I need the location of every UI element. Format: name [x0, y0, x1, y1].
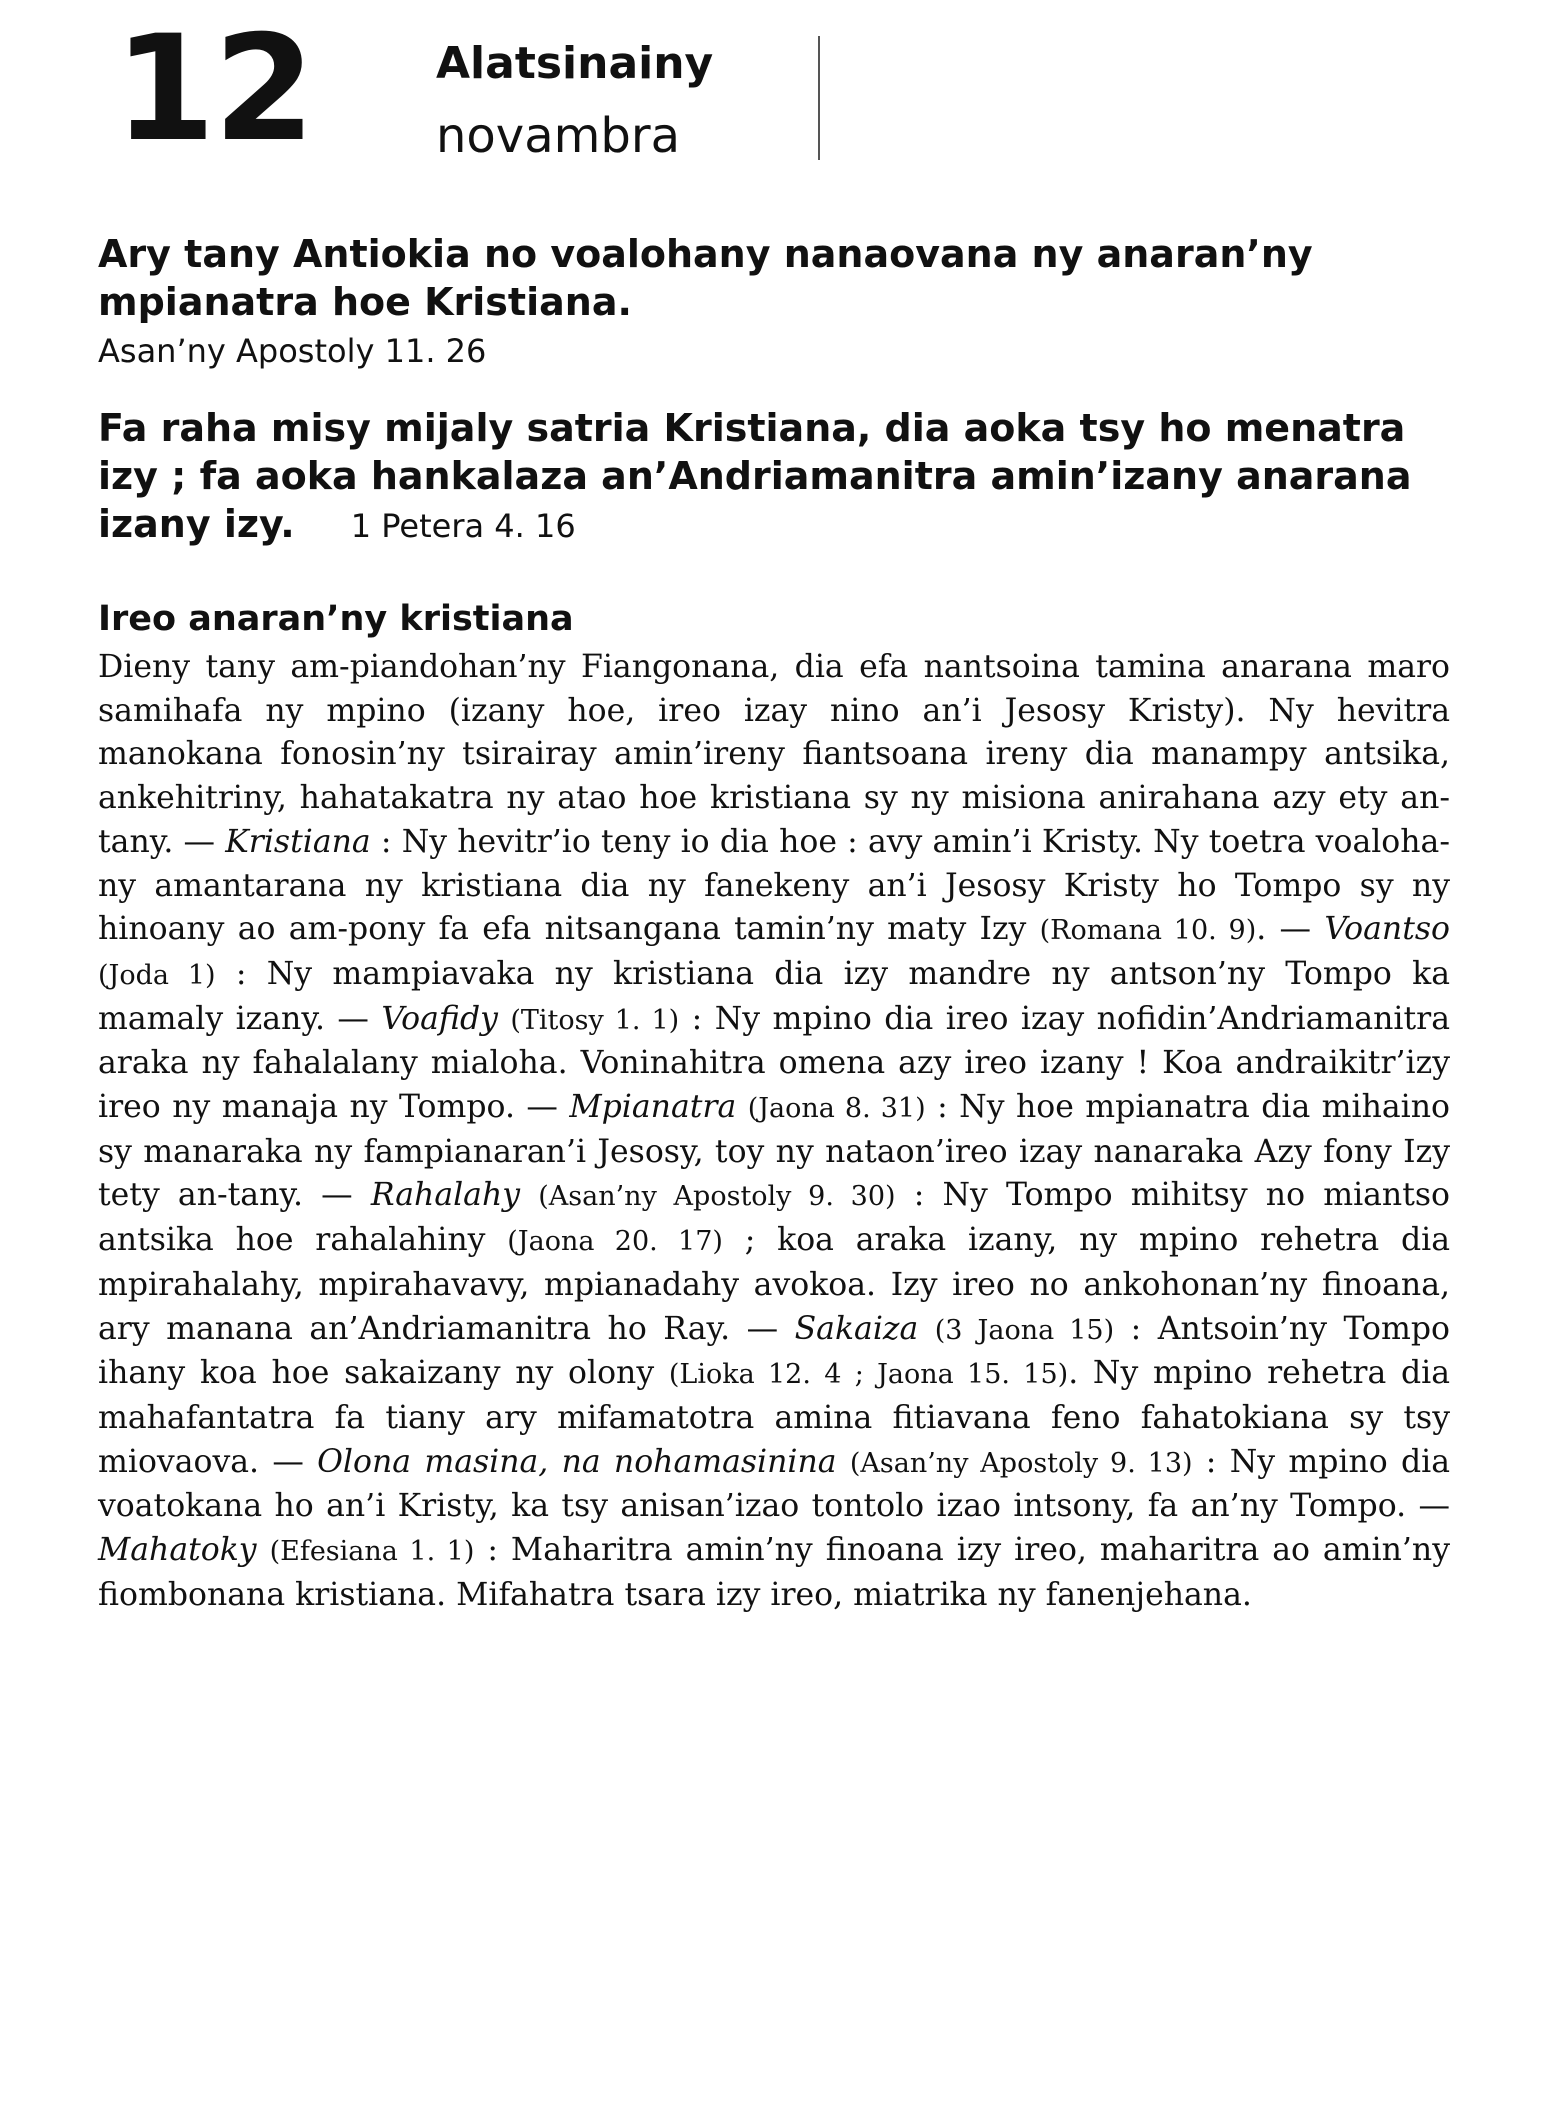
term-rahalahy: Rahalahy [370, 1177, 521, 1214]
citation: (3 Jaona 15) [934, 1314, 1115, 1346]
citation: (Romana 10. 9) [1039, 915, 1257, 947]
verse-1-reference: Asan’ny Apostoly 11. 26 [98, 332, 487, 370]
verse-1: Ary tany Antiokia no voalohany nanaovana ny anaran’ny mpianatra hoe Kristiana. [98, 232, 1313, 324]
body-segment [257, 1532, 270, 1568]
body-segment: Dieny tany am-piandohan’ny Fiangonana, dia efa nantsoina tamina anarana maro samihafa ny mpino (izany hoe, ireo izay nino an’i Jesosy Kristy). Ny hevitra manokana fonosin’ny tsirairay amin’ireny fiantsoana ireny dia manampy antsika, ankehitriny, hahatakatra ny atao hoe kristiana sy ny misiona anirahana azy ety an-tany. — [98, 649, 1450, 860]
citation: (Lioka 12. 4 ; Jaona 15. 15) [668, 1359, 1069, 1391]
body-text [98, 646, 1450, 1617]
term-voantso: Voantso [1324, 911, 1450, 948]
date-header [98, 4, 1450, 186]
citation: (Asan’ny Apostoly 9. 13) [849, 1447, 1193, 1479]
body-segment: : Ny mampiavaka ny kristiana dia izy mandre ny antson’ny Tompo ka mamaly izany. — [98, 955, 1450, 1037]
body-segment: ; koa araka izany, ny mpino rehetra dia mpirahalahy, mpirahavavy, mpianadahy avokoa. Izy ireo no ankohonan’ny finoana, ary manana an’Andriamanitra ho Ray. — [98, 1222, 1450, 1347]
verse-2-text: Fa raha misy mijaly satria Kristiana, dia aoka tsy ho menatra izy ; fa aoka hankalaza an’Andriamanitra amin’izany anarana izany izy. [98, 406, 1412, 546]
term-mpianatra: Mpianatra [569, 1089, 737, 1126]
verse-2 [98, 404, 1450, 550]
citation: (Titosy 1. 1) [510, 1004, 680, 1036]
body-segment [520, 1177, 538, 1213]
body-segment: : Antsoin’ny Tompo ihany koa hoe sakaizany ny olony [98, 1310, 1451, 1392]
body-segment: : Ny mpino dia voatokana ho an’i Kristy, ka tsy anisan’izao tontolo izao intsony, fa an’ny Tompo. — [98, 1443, 1450, 1525]
body-segment: : Ny hevitr’io teny io dia hoe : avy amin’i Kristy. Ny toetra voalohany amantarana ny kristiana dia ny fanekeny an’i Jesosy Kristy ho Tompo sy ny hinoany ao am-pony fa efa nitsangana tamin’ny maty Izy [98, 823, 1450, 948]
term-kristiana: Kristiana [225, 823, 371, 860]
body-segment: . Ny mpino rehetra dia mahafantatra fa tiany ary mifamatotra amina fitiavana feno fahatokiana sy tsy miovaova. — [98, 1355, 1450, 1480]
body-segment [736, 1089, 747, 1125]
citation: (Jaona 20. 17) [507, 1226, 723, 1258]
body-segment [918, 1311, 934, 1347]
body-segment [498, 1001, 510, 1037]
section-heading: Ireo anaran’ny kristiana [98, 599, 574, 639]
citation: (Efesiana 1. 1) [269, 1536, 475, 1568]
devotional-page [98, 4, 1451, 1617]
body-segment: . — [1256, 911, 1325, 948]
body-segment: : Maharitra amin’ny finoana izy ireo, maharitra ao amin’ny fiombonana kristiana. Mifahatra tsara izy ireo, miatrika ny fanenjehana. [98, 1532, 1451, 1613]
term-sakaiza: Sakaiza [794, 1310, 919, 1347]
citation: (Joda 1) [98, 959, 216, 991]
body-segment [837, 1444, 850, 1480]
day-number: 12 [114, 4, 314, 174]
body-segment: : Ny mpino dia ireo izay nofidin’Andriamanitra araka ny fahalalany mialoha. Voninahitra omena azy ireo izany ! Koa andraikitr’izy ireo ny manaja ny Tompo. — [98, 1000, 1450, 1126]
term-olona-masina: Olona masina, na nohamasinina [317, 1443, 837, 1480]
citation: (Asan’ny Apostoly 9. 30) [538, 1181, 896, 1213]
term-voafidy: Voafidy [381, 1000, 498, 1037]
weekday: Alatsinainy [436, 38, 714, 89]
body-segment: : Ny hoe mpianatra dia mihaino sy manaraka ny fampianaran’i Jesosy, toy ny nataon’ireo izay nanaraka Azy fony Izy tety an-tany. — [98, 1089, 1451, 1214]
body-segment: : Ny Tompo mihitsy no miantso antsika hoe rahalahiny [98, 1177, 1451, 1259]
citation: (Jaona 8. 31) [747, 1093, 926, 1125]
term-mahatoky: Mahatoky [98, 1532, 257, 1569]
verse-2-reference: 1 Petera 4. 16 [350, 507, 576, 545]
vertical-divider [818, 36, 820, 160]
month: novambra [436, 108, 680, 164]
